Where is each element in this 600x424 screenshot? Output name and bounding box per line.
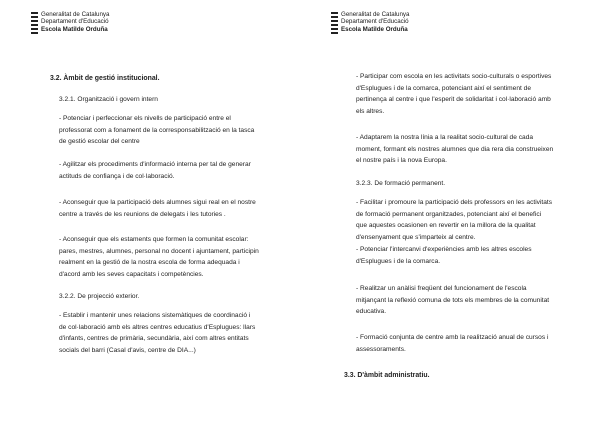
paragraph-line: - Establir i mantenir unes relacions sistemàtiques de coordinació i — [59, 312, 251, 319]
section-heading: 3.2. Àmbit de gestió institucional. — [50, 75, 160, 82]
paragraph-line: mitjançant la reflexió comuna de tots els membres de la comunitat — [356, 296, 550, 304]
paragraph-line: d'acord amb les seves capacitats i competències. — [59, 271, 204, 279]
paragraph-line: assessoraments. — [356, 345, 406, 353]
section-heading: 3.3. D'àmbit administratiu. — [344, 372, 430, 379]
paragraph — [356, 197, 570, 267]
paragraph-line: el nostre país i la nova Europa. — [356, 157, 447, 165]
letterhead-school-name: Escola Matilde Orduña — [41, 25, 108, 33]
letterhead-line-2: Departament d'Educació — [341, 18, 409, 26]
paragraph-line: centre a través de les reunions de delegats i les tutories . — [59, 210, 226, 218]
paragraph-line: - Adaptarem la nostra línia a la realitat socio-cultural de cada — [356, 134, 534, 141]
paragraph — [59, 310, 273, 357]
document-page-right — [300, 0, 600, 424]
paragraph-line: - Agilitzar els procediments d'informació interna per tal de generar — [59, 161, 251, 168]
subsection-heading: 3.2.1. Organització i govern intern — [59, 96, 158, 103]
paragraph — [356, 71, 570, 118]
paragraph — [59, 197, 273, 220]
paragraph-line: - Potenciar l'intercanvi d'experiències amb les altres escoles — [356, 245, 532, 253]
letterhead-line-2: Departament d'Educació — [41, 18, 109, 26]
paragraph — [59, 159, 273, 182]
letterhead — [31, 11, 109, 34]
paragraph-line: d'infants, centres de primària, secundària, així com altres entitats — [59, 335, 249, 343]
paragraph-line: educativa. — [356, 308, 387, 316]
paragraph-line: - Realitzar un anàlisi freqüent del funcionament de l'escola — [356, 285, 527, 292]
paragraph-line: professorat com a fonament de la corresponsabilització en la tasca — [59, 126, 255, 134]
paragraph — [356, 332, 570, 355]
paragraph — [59, 234, 273, 281]
paragraph-line: d'ensenyament que s'imparteix al centre. — [356, 234, 476, 242]
paragraph — [356, 283, 570, 318]
paragraph-line: els altres. — [356, 108, 385, 116]
paragraph — [59, 113, 273, 148]
letterhead-school-name: Escola Matilde Orduña — [341, 25, 408, 33]
paragraph-line: socials del barri (Casal d'avis, centre de DIA...) — [59, 347, 196, 355]
letterhead-line-1: Generalitat de Catalunya — [41, 11, 110, 18]
paragraph-line: - Formació conjunta de centre amb la realització anual de cursos i — [356, 334, 549, 341]
paragraph-line: pares, mestres, alumnes, personal no docent i ajuntament, participin — [59, 247, 259, 255]
letterhead — [331, 11, 409, 34]
paragraph-line: moment, formant els nostres alumnes que dia rera dia construeixen — [356, 145, 554, 153]
paragraph-line: de formació permanent organitzades, potenciant així el benefici — [356, 210, 542, 218]
generalitat-logo-icon — [31, 12, 38, 34]
paragraph-line: - Facilitar i promoure la participació dels professors en les activitats — [356, 199, 553, 206]
generalitat-logo-icon — [331, 12, 338, 34]
paragraph-line: de col·laboració amb els altres centres educatius d'Esplugues: llars — [59, 323, 256, 331]
paragraph — [356, 132, 570, 167]
paragraph-line: - Participar com escola en les activitats socio-culturals o esportives — [356, 73, 552, 80]
paragraph-line: de gestió escolar del centre — [59, 138, 140, 146]
paragraph-line: actituds de confiança i de col·laboració. — [59, 172, 175, 180]
paragraph-line: - Aconseguir que la participació dels alumnes sigui real en el nostre — [59, 199, 256, 206]
subsection-heading: 3.2.3. De formació permanent. — [356, 180, 446, 187]
letterhead-line-1: Generalitat de Catalunya — [341, 11, 410, 18]
paragraph-line: que aquestes ocasionen en revertir en la millora de la qualitat — [356, 222, 536, 230]
paragraph-line: d'Esplugues i de la comarca, potenciant així el sentiment de — [356, 84, 531, 92]
paragraph-line: d'Esplugues i de la comarca. — [356, 257, 441, 265]
paragraph-line: - Potenciar i perfeccionar els nivells de participació entre el — [59, 115, 231, 122]
paragraph-line: - Aconseguir que els estaments que formen la comunitat escolar: — [59, 236, 249, 243]
paragraph-line: pertinença al centre i que l'esperit de solidaritat i col·laboració amb — [356, 96, 551, 104]
paragraph-line: realment en la gestió de la nostra escola de forma adequada i — [59, 259, 240, 267]
subsection-heading: 3.2.2. De projecció exterior. — [59, 293, 140, 300]
